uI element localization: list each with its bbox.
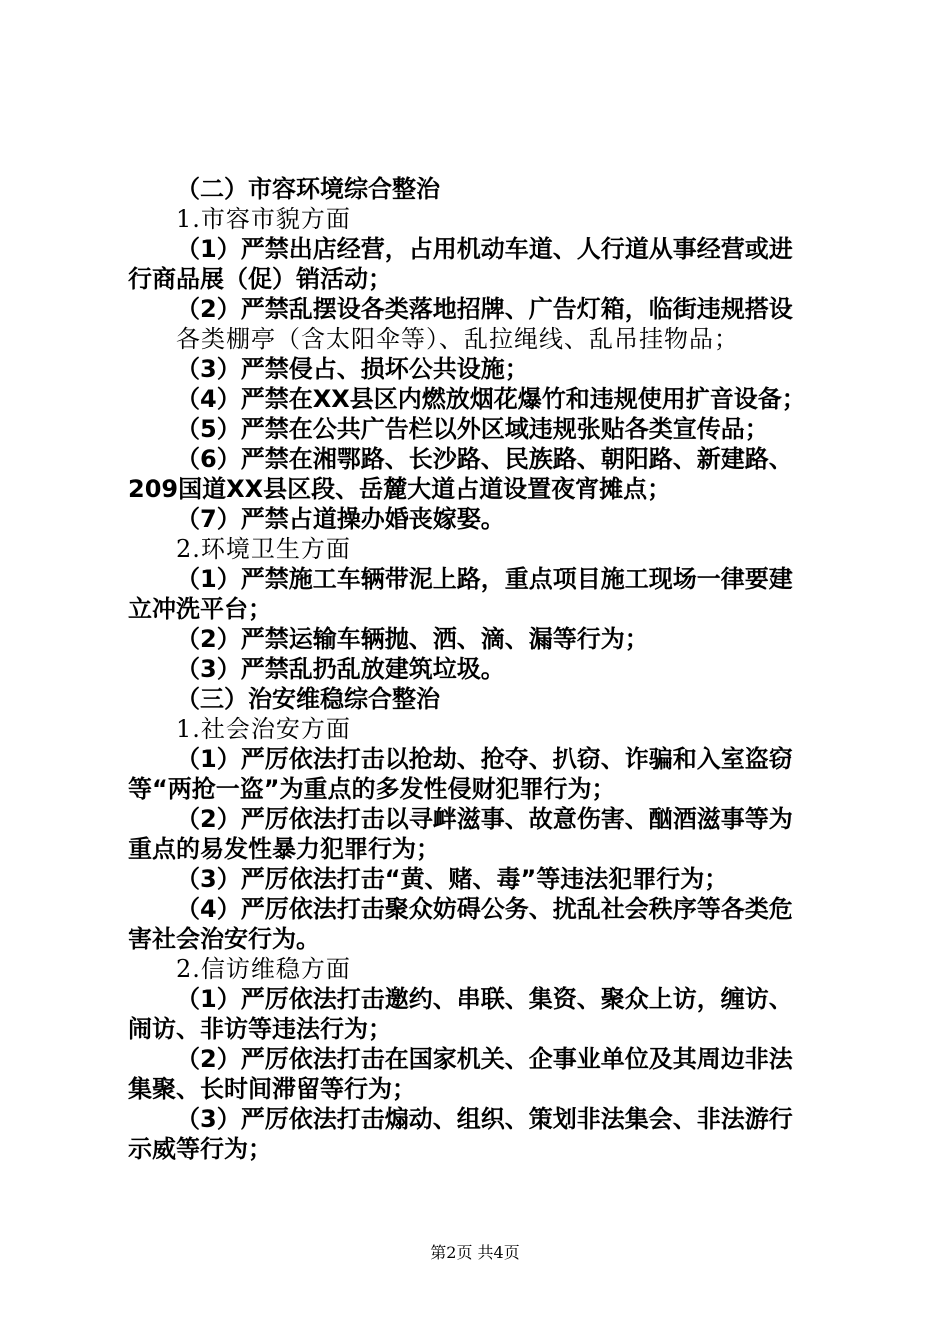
paragraph-line: 行商品展（促）销活动； xyxy=(128,265,392,293)
paragraph-line: （5）严禁在公共广告栏以外区域违规张贴各类宣传品； xyxy=(176,415,769,443)
paragraph-line: （1）严禁出店经营，占用机动车道、人行道从事经营或进 xyxy=(176,235,793,263)
paragraph-line: 立冲洗平台； xyxy=(128,595,272,623)
subsection-heading: 2.环境卫生方面 xyxy=(176,535,351,563)
paragraph-line: （2）严厉依法打击在国家机关、企事业单位及其周边非法 xyxy=(176,1045,793,1073)
paragraph-line: 示威等行为； xyxy=(128,1135,272,1163)
paragraph-line: （3）严厉依法打击煽动、组织、策划非法集会、非法游行 xyxy=(176,1105,793,1133)
paragraph-line: 害社会治安行为。 xyxy=(128,925,320,953)
section-heading: （二）市容环境综合整治 xyxy=(176,175,440,203)
section-heading: （三）治安维稳综合整治 xyxy=(176,685,440,713)
paragraph-line: （3）严禁乱扔乱放建筑垃圾。 xyxy=(176,655,505,683)
paragraph-line: 集聚、长时间滞留等行为； xyxy=(128,1075,416,1103)
page-footer xyxy=(0,1243,950,1263)
paragraph-line: （1）严厉依法打击以抢劫、抢夺、扒窃、诈骗和入室盗窃 xyxy=(176,745,793,773)
subsection-heading: 2.信访维稳方面 xyxy=(176,955,351,983)
paragraph-line: （4）严厉依法打击聚众妨碍公务、扰乱社会秩序等各类危 xyxy=(176,895,793,923)
paragraph-line: （4）严禁在XX县区内燃放烟花爆竹和违规使用扩音设备； xyxy=(176,385,806,413)
paragraph-line: （1）严禁施工车辆带泥上路，重点项目施工现场一律要建 xyxy=(176,565,793,593)
paragraph-line: （6）严禁在湘鄂路、长沙路、民族路、朝阳路、新建路、 xyxy=(176,445,793,473)
paragraph-line: （2）严禁运输车辆抛、洒、滴、漏等行为； xyxy=(176,625,649,653)
paragraph-line: 各类棚亭（含太阳伞等）、乱拉绳线、乱吊挂物品； xyxy=(176,325,739,353)
page-number-label: 第2页 共4页 xyxy=(430,1243,520,1262)
paragraph-line: （7）严禁占道操办婚丧嫁娶。 xyxy=(176,505,505,533)
paragraph-line: 闹访、非访等违法行为； xyxy=(128,1015,392,1043)
paragraph-line: （2）严禁乱摆设各类落地招牌、广告灯箱，临街违规搭设 xyxy=(176,295,793,323)
paragraph-line: 重点的易发性暴力犯罪行为； xyxy=(128,835,440,863)
paragraph-line: （1）严厉依法打击邀约、串联、集资、聚众上访，缠访、 xyxy=(176,985,793,1013)
paragraph-line: 等“两抢一盗”为重点的多发性侵财犯罪行为； xyxy=(128,775,616,803)
document-body xyxy=(128,174,853,1164)
paragraph-line: 209国道XX县区段、岳麓大道占道设置夜宵摊点； xyxy=(128,475,672,503)
paragraph-line: （3）严厉依法打击“黄、赌、毒”等违法犯罪行为； xyxy=(176,865,729,893)
paragraph-line: （3）严禁侵占、损坏公共设施； xyxy=(176,355,529,383)
subsection-heading: 1.市容市貌方面 xyxy=(176,205,351,233)
paragraph-line: （2）严厉依法打击以寻衅滋事、故意伤害、酗酒滋事等为 xyxy=(176,805,793,833)
subsection-heading: 1.社会治安方面 xyxy=(176,715,351,743)
